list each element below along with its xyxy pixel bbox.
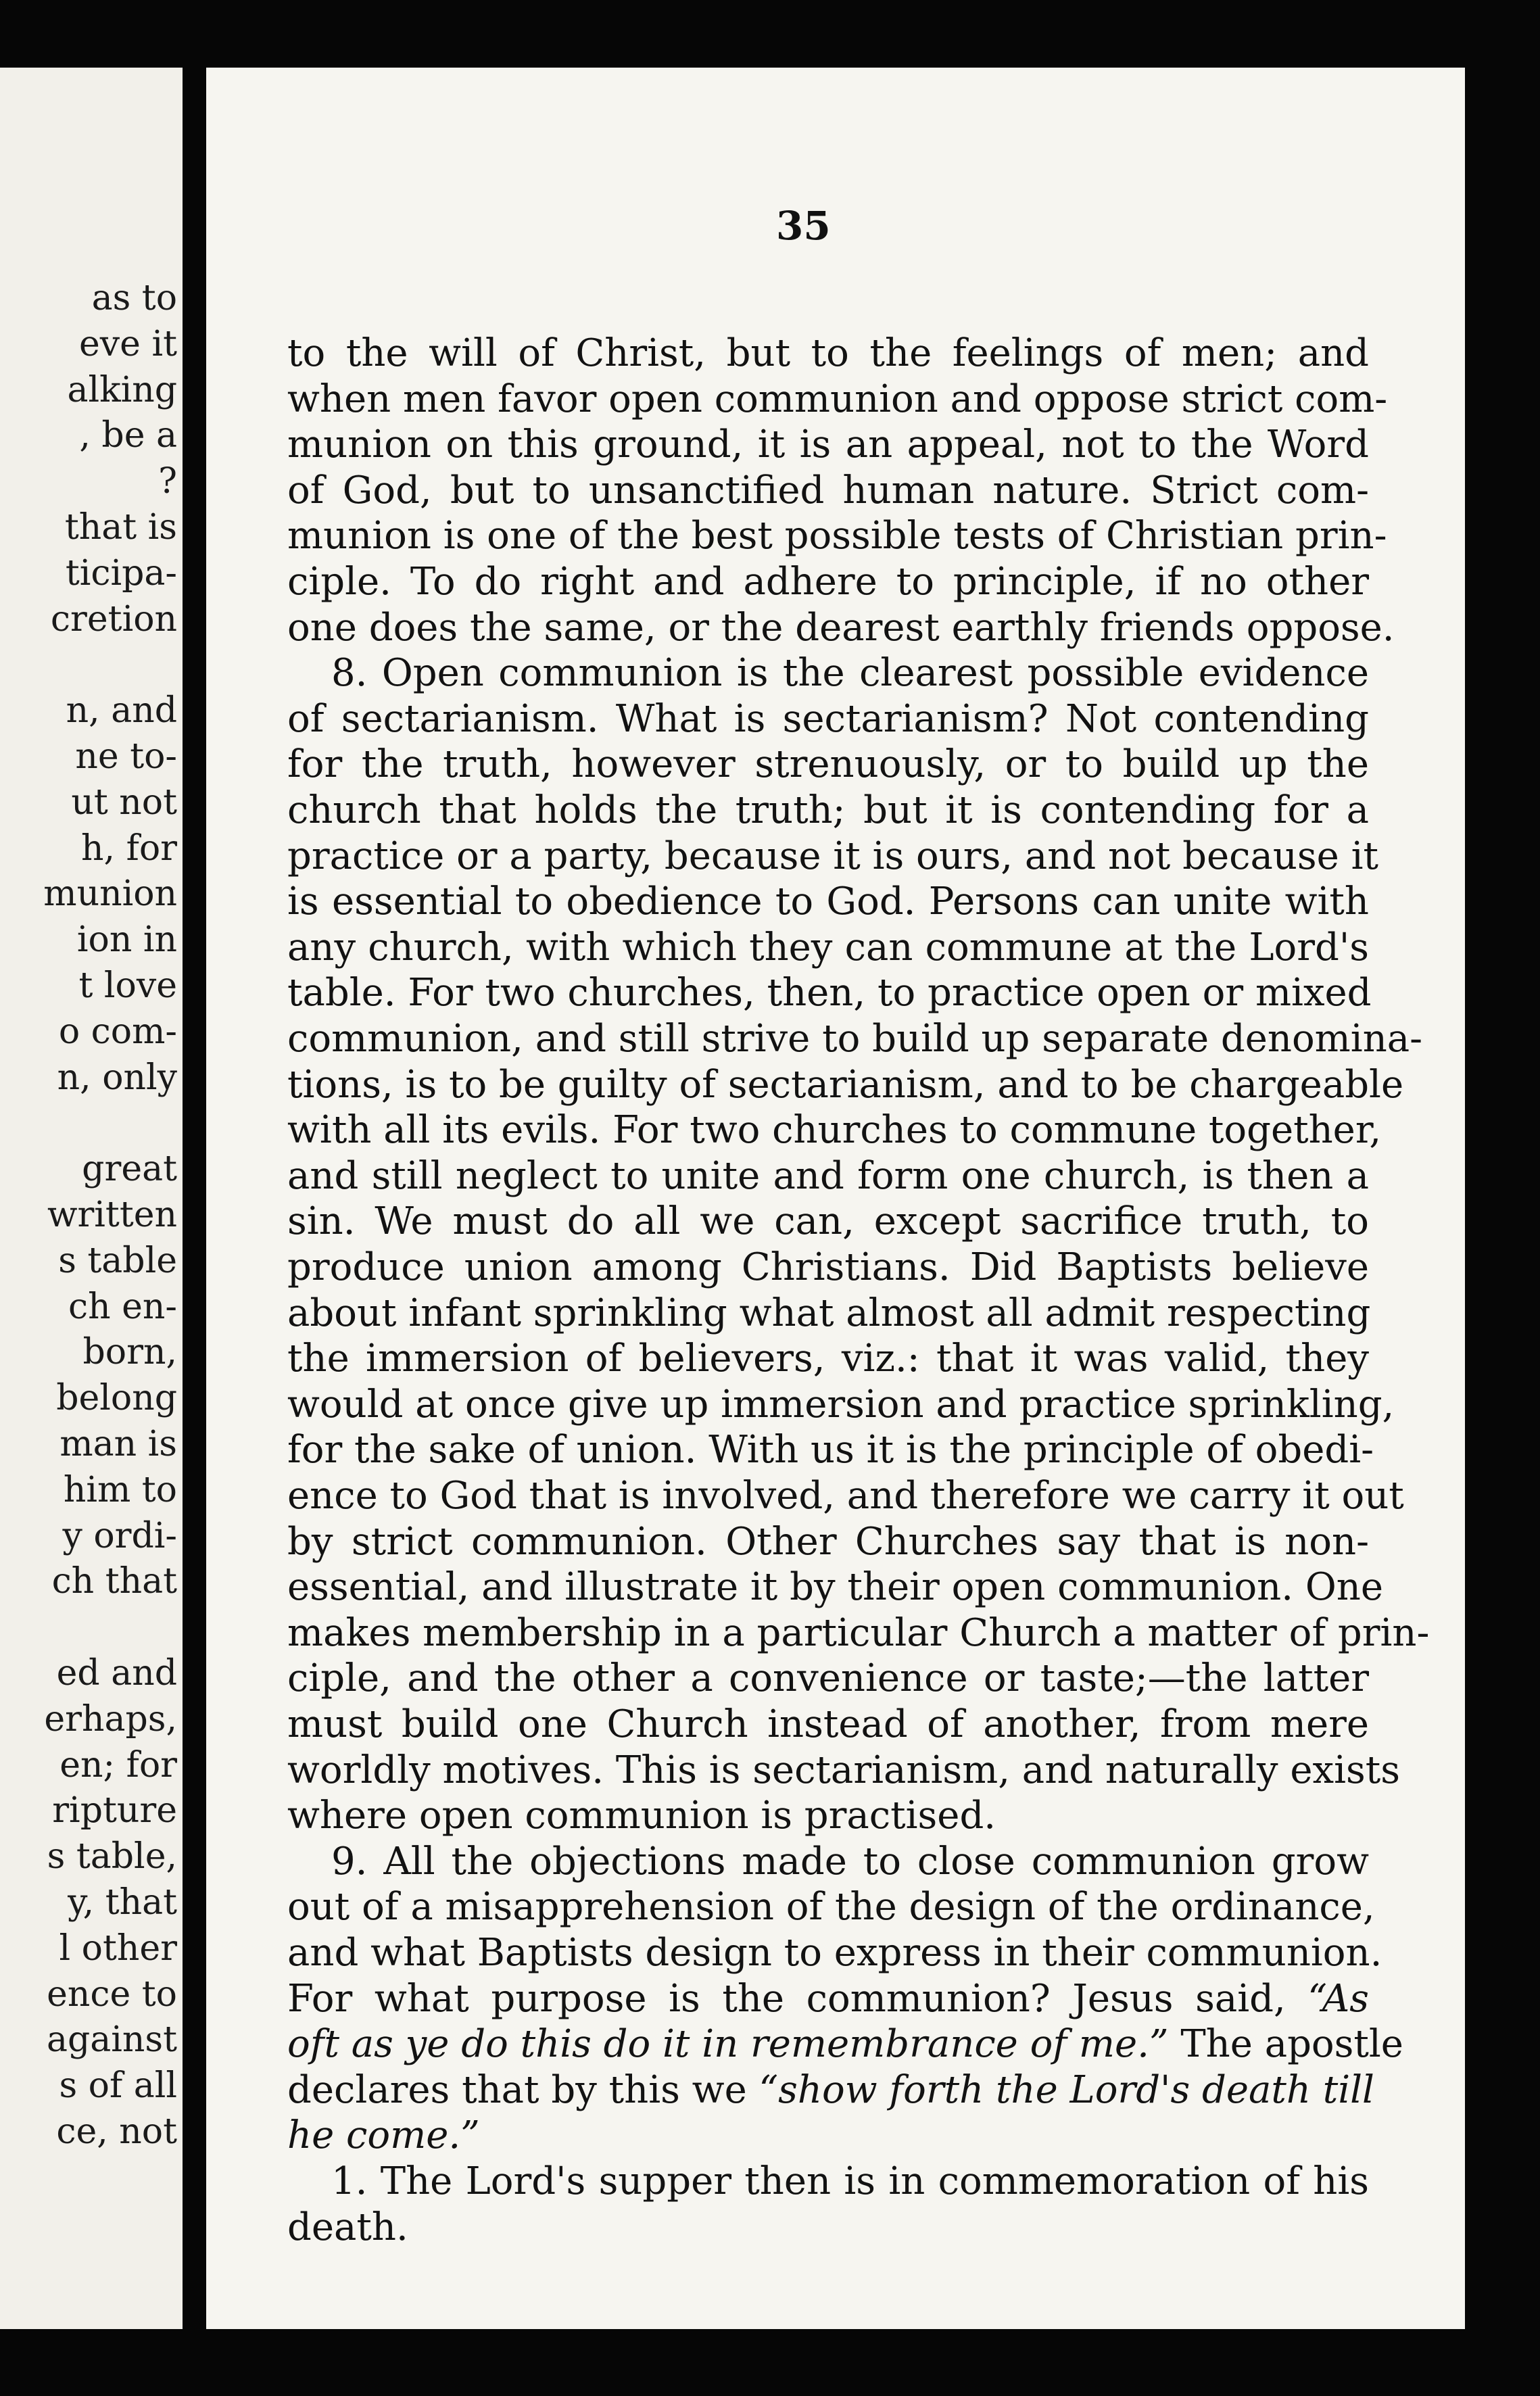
left-page-line: ion in xyxy=(76,919,177,961)
left-page-line: t love xyxy=(78,965,177,1006)
left-page-line: ripture xyxy=(52,1790,177,1831)
left-page-line: s table xyxy=(58,1240,177,1281)
text-line: tions, is to be guilty of sectarianism, and to be chargeable xyxy=(287,1062,1404,1107)
left-page-line: h, for xyxy=(81,828,177,869)
page-number: 35 xyxy=(776,203,831,249)
left-page-line: as to xyxy=(91,278,177,318)
text-line: ciple, and the other a convenience or taste;—the latter xyxy=(287,1656,1369,1701)
left-page-line: written xyxy=(47,1195,177,1235)
text-line: where open communion is practised. xyxy=(287,1794,996,1838)
text-line: he come.” xyxy=(287,2113,480,2158)
text-line: produce union among Christians. Did Baptists believe xyxy=(287,1245,1369,1289)
left-page-line: munion xyxy=(43,873,177,915)
text-line: worldly motives. This is sectarianism, and naturally exists xyxy=(287,1748,1400,1792)
text-line: ence to God that is involved, and therefore we carry it out xyxy=(287,1474,1404,1518)
text-line: table. For two churches, then, to practice open or mixed xyxy=(287,971,1372,1015)
text-line: oft as ye do this do it in remembrance of me.” The apostle xyxy=(287,2022,1403,2067)
left-page-line: man is xyxy=(59,1424,177,1464)
text-line: for the truth, however strenuously, or to build up the xyxy=(287,742,1369,787)
text-line: any church, with which they can commune at the Lord's xyxy=(287,925,1369,969)
left-page-line: s of all xyxy=(59,2065,177,2107)
left-page-line: ut not xyxy=(71,782,177,823)
text-line: would at once give up immersion and practice sprinkling, xyxy=(287,1382,1395,1427)
text-line: ciple. To do right and adhere to principle, if no other xyxy=(287,560,1369,604)
text-line: for the sake of union. With us it is the principle of obedi- xyxy=(287,1428,1374,1472)
text-line: and still neglect to unite and form one church, is then a xyxy=(287,1153,1369,1198)
text-line: church that holds the truth; but it is contending for a xyxy=(287,788,1369,832)
left-page-line: him to xyxy=(63,1469,177,1510)
left-page-line: ch that xyxy=(51,1561,177,1602)
text-line: and what Baptists design to express in their communion. xyxy=(287,1931,1382,1975)
left-page-line: o com- xyxy=(58,1011,177,1052)
left-page-line: n, only xyxy=(57,1057,177,1098)
left-page-line: en; for xyxy=(59,1744,177,1786)
text-line: to the will of Christ, but to the feelings of men; and xyxy=(287,331,1369,375)
left-page-line: cretion xyxy=(50,598,177,640)
text-line: must build one Church instead of another, from mere xyxy=(287,1702,1369,1746)
text-line: makes membership in a particular Church a matter of prin- xyxy=(287,1610,1430,1655)
left-page-line: , be a xyxy=(79,415,177,456)
left-page-line: ch en- xyxy=(68,1286,177,1327)
left-page-line: ? xyxy=(158,461,177,502)
left-page-line: ence to xyxy=(47,1973,177,2015)
left-page-line: alking xyxy=(67,369,177,410)
text-line: munion is one of the best possible tests of Christian prin- xyxy=(287,514,1387,558)
text-line: practice or a party, because it is ours, and not because it xyxy=(287,834,1378,878)
left-page-line: belong xyxy=(56,1378,177,1419)
text-line: 8. Open communion is the clearest possible evidence xyxy=(331,651,1369,696)
text-line: declares that by this we “show forth the Lord's death till xyxy=(287,2067,1374,2112)
text-line: of sectarianism. What is sectarianism? Not contending xyxy=(287,696,1369,741)
left-page-line: y, that xyxy=(68,1882,177,1923)
text-line: death. xyxy=(287,2205,408,2249)
left-page-line: ne to- xyxy=(75,736,177,777)
left-page-line: ed and xyxy=(56,1653,177,1694)
text-line: munion on this ground, it is an appeal, not to the Word xyxy=(287,423,1369,467)
text-line: essential, and illustrate it by their open communion. One xyxy=(287,1565,1383,1610)
left-page-fragment xyxy=(0,68,183,2329)
left-page-line: eve it xyxy=(79,323,177,364)
text-line: about infant sprinkling what almost all admit respecting xyxy=(287,1291,1371,1335)
text-line: by strict communion. Other Churches say that is non- xyxy=(287,1519,1369,1564)
left-page-line: l other xyxy=(59,1927,177,1969)
text-line: with all its evils. For two churches to commune together, xyxy=(287,1108,1382,1153)
left-page-line: n, and xyxy=(66,690,177,732)
text-line: is essential to obedience to God. Persons can unite with xyxy=(287,880,1369,924)
left-page-line: s table, xyxy=(47,1836,177,1877)
text-line: of God, but to unsanctified human nature. Strict com- xyxy=(287,468,1369,512)
text-line: when men favor open communion and oppose strict com- xyxy=(287,377,1388,421)
text-line: 1. The Lord's supper then is in commemoration of his xyxy=(331,2159,1369,2203)
left-page-line: great xyxy=(82,1149,177,1190)
text-line: out of a misapprehension of the design of the ordinance, xyxy=(287,1885,1375,1930)
left-page-line: erhaps, xyxy=(44,1698,177,1740)
left-page-line: against xyxy=(47,2019,177,2061)
left-page-line: that is xyxy=(64,507,177,548)
text-line: For what purpose is the communion? Jesus said, “As xyxy=(287,1976,1369,2021)
text-line: communion, and still strive to build up separate denomina- xyxy=(287,1017,1423,1061)
left-page-line: ce, not xyxy=(56,2111,177,2152)
text-line: sin. We must do all we can, except sacrifice truth, to xyxy=(287,1199,1369,1244)
text-line: one does the same, or the dearest earthly friends oppose. xyxy=(287,605,1395,650)
text-line: 9. All the objections made to close communion grow xyxy=(331,1839,1369,1884)
text-line: the immersion of believers, viz.: that it was valid, they xyxy=(287,1337,1369,1381)
left-page-line: y ordi- xyxy=(62,1515,177,1556)
left-page-line: ticipa- xyxy=(65,552,177,594)
left-page-line: born, xyxy=(82,1332,177,1373)
